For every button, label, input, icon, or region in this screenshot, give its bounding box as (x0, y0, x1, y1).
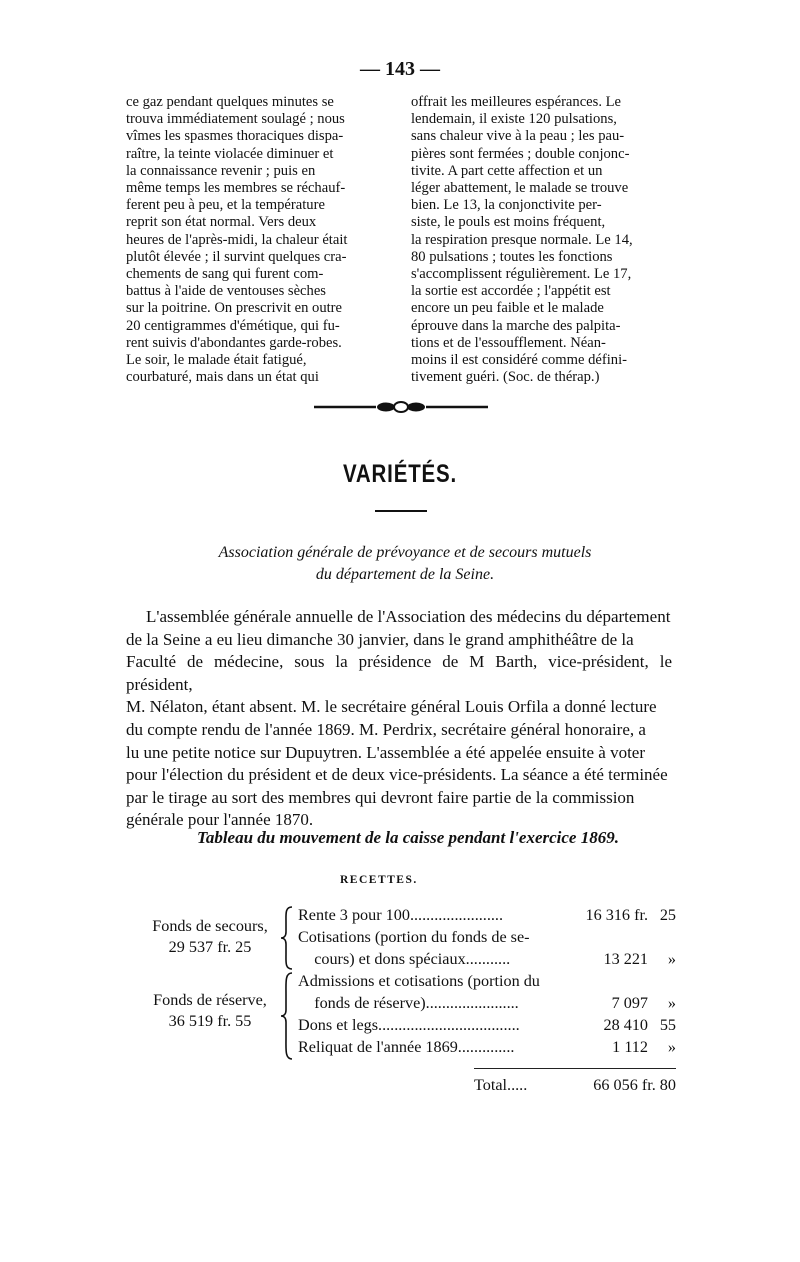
ornament-center (394, 402, 408, 412)
text-line: offrait les meilleures espérances. Le (411, 94, 622, 110)
row-cents: 25 (659, 906, 676, 924)
table-row (298, 1036, 676, 1058)
text-line: lendemain, il existe 120 pulsations, (411, 111, 617, 128)
total-row (474, 1074, 676, 1096)
text-line: ferent peu à peu, et la température (126, 197, 325, 214)
total-label: Total..... (474, 1076, 528, 1094)
title-underline (375, 510, 427, 512)
text-line: raître, la teinte violacée diminuer et (126, 145, 334, 162)
row-amount: 1 112 (612, 1038, 648, 1056)
text-line: siste, le pouls est moins fréquent, (411, 214, 606, 231)
article-line: du compte rendu de l'année 1869. M. Perdrix, secrétaire général honoraire, a (126, 719, 646, 739)
row-description: cours) et dons spéciaux........... (298, 950, 511, 968)
text-line: tivement guéri. (Soc. de thérap.) (411, 369, 600, 386)
article-paragraph (126, 606, 672, 832)
text-line: la respiration presque normale. Le 14, (411, 231, 633, 248)
right-column-text (411, 94, 675, 386)
text-line: 20 centigrammes d'émétique, qui fu- (126, 317, 340, 334)
row-description: Rente 3 pour 100....................... (298, 906, 504, 924)
association-title-line: du département de la Seine. (315, 566, 495, 583)
group-label-title: Fonds de secours, (152, 917, 268, 935)
row-cents: » (667, 1038, 676, 1056)
association-title (0, 542, 800, 586)
text-line: tions et de l'essoufflement. Néan- (411, 334, 606, 351)
text-line: tivite. A part cette affection et un (411, 162, 603, 179)
group-label-reserve (136, 990, 284, 1032)
text-line: courbaturé, mais dans un état qui (126, 369, 319, 386)
table-row (298, 904, 676, 926)
text-line: sur la poitrine. On prescrivit en outre (126, 300, 343, 317)
text-line: encore un peu faible et le malade (411, 300, 604, 317)
group-label-secours (136, 916, 284, 958)
row-amount: 16 316 fr. (585, 906, 648, 924)
table-title (0, 828, 800, 848)
ornament-leaf-left (377, 403, 395, 412)
article-line: pour l'élection du président et de deux vice-présidents. La séance a été terminée (126, 765, 668, 785)
row-cents: » (667, 994, 676, 1012)
table-row (298, 1014, 676, 1036)
brace-reserve-icon (280, 972, 294, 1060)
text-line: éprouve dans la marche des palpita- (411, 317, 621, 334)
article-line: L'assemblée générale annuelle de l'Association des médecins du département (146, 607, 671, 626)
text-line: léger abattement, le malade se trouve (411, 180, 629, 197)
text-line: ce gaz pendant quelques minutes se (126, 94, 334, 110)
text-line: chements de sang qui furent com- (126, 266, 324, 283)
row-amount: 7 097 (611, 994, 648, 1012)
row-description: Reliquat de l'année 1869.............. (298, 1038, 515, 1056)
row-amount: 28 410 (603, 1016, 648, 1034)
text-line: trouva immédiatement soulagé ; nous (126, 111, 345, 128)
text-line: bien. Le 13, la conjonctivite per- (411, 197, 602, 214)
total-rule (474, 1068, 676, 1069)
text-line: même temps les membres se réchauf- (126, 180, 346, 197)
article-line: M. Nélaton, étant absent. M. le secrétaire général Louis Orfila a donné lecture (126, 697, 657, 717)
ornament-divider (314, 398, 488, 416)
recettes-label: RECETTES. (340, 874, 418, 886)
row-description: Cotisations (portion du fonds de se- (298, 928, 530, 946)
article-line: par le tirage au sort des membres qui devront faire partie de la commission (126, 787, 635, 807)
table-row (298, 948, 676, 970)
text-line: pières sont fermées ; double conjonc- (411, 145, 630, 162)
text-line: battus à l'aide de ventouses sèches (126, 283, 326, 300)
group-label-title: Fonds de réserve, (153, 991, 267, 1009)
text-line: reprit son état normal. Vers deux (126, 214, 317, 231)
brace-secours-icon (280, 906, 294, 970)
text-line: heures de l'après-midi, la chaleur était (126, 231, 348, 248)
table-row (298, 970, 676, 992)
article-line: lu une petite notice sur Dupuytren. L'assemblée a été appelée ensuite à voter (126, 742, 645, 762)
total-value: 66 056 fr. 80 (593, 1076, 676, 1094)
text-line: la connaissance revenir ; puis en (126, 162, 316, 179)
page-number: — 143 — (360, 58, 440, 80)
left-column-text (126, 94, 391, 386)
article-line: Faculté de médecine, sous la présidence de M Barth, vice-président, le président, (126, 652, 672, 694)
text-line: moins il est considéré comme défini- (411, 352, 628, 369)
text-line: sans chaleur vive à la peau ; les pau- (411, 128, 625, 145)
row-cents: 55 (659, 1016, 676, 1034)
text-line: plutôt élevée ; il survint quelques cra- (126, 248, 347, 265)
table-title-text: Tableau du mouvement de la caisse pendant l'exercice 1869. (197, 828, 619, 847)
row-description: Admissions et cotisations (portion du (298, 972, 540, 990)
article-line: générale pour l'année 1870. (126, 810, 314, 830)
table-row (298, 926, 676, 948)
text-line: la sortie est accordée ; l'appétit est (411, 283, 611, 300)
row-cents: » (667, 950, 676, 968)
text-line: Le soir, le malade était fatigué, (126, 352, 307, 369)
text-line: 80 pulsations ; toutes les fonctions (411, 248, 613, 265)
article-line: de la Seine a eu lieu dimanche 30 janvier, dans le grand amphithéâtre de la (126, 629, 634, 649)
table-row (298, 992, 676, 1014)
text-line: s'accomplissent régulièrement. Le 17, (411, 266, 632, 283)
text-line: rent suivis d'abondantes garde-robes. (126, 334, 342, 351)
text-line: vîmes les spasmes thoraciques dispa- (126, 128, 344, 145)
group-label-amount: 36 519 fr. 55 (168, 1012, 252, 1030)
section-title: VARIÉTÉS. (342, 460, 458, 488)
group-label-amount: 29 537 fr. 25 (168, 938, 252, 956)
row-description: Dons et legs................................... (298, 1016, 520, 1034)
row-amount: 13 221 (603, 950, 648, 968)
ornament-leaf-right (407, 403, 425, 412)
association-title-line: Association générale de prévoyance et de secours mutuels (218, 544, 592, 561)
row-description: fonds de réserve)....................... (298, 994, 519, 1012)
